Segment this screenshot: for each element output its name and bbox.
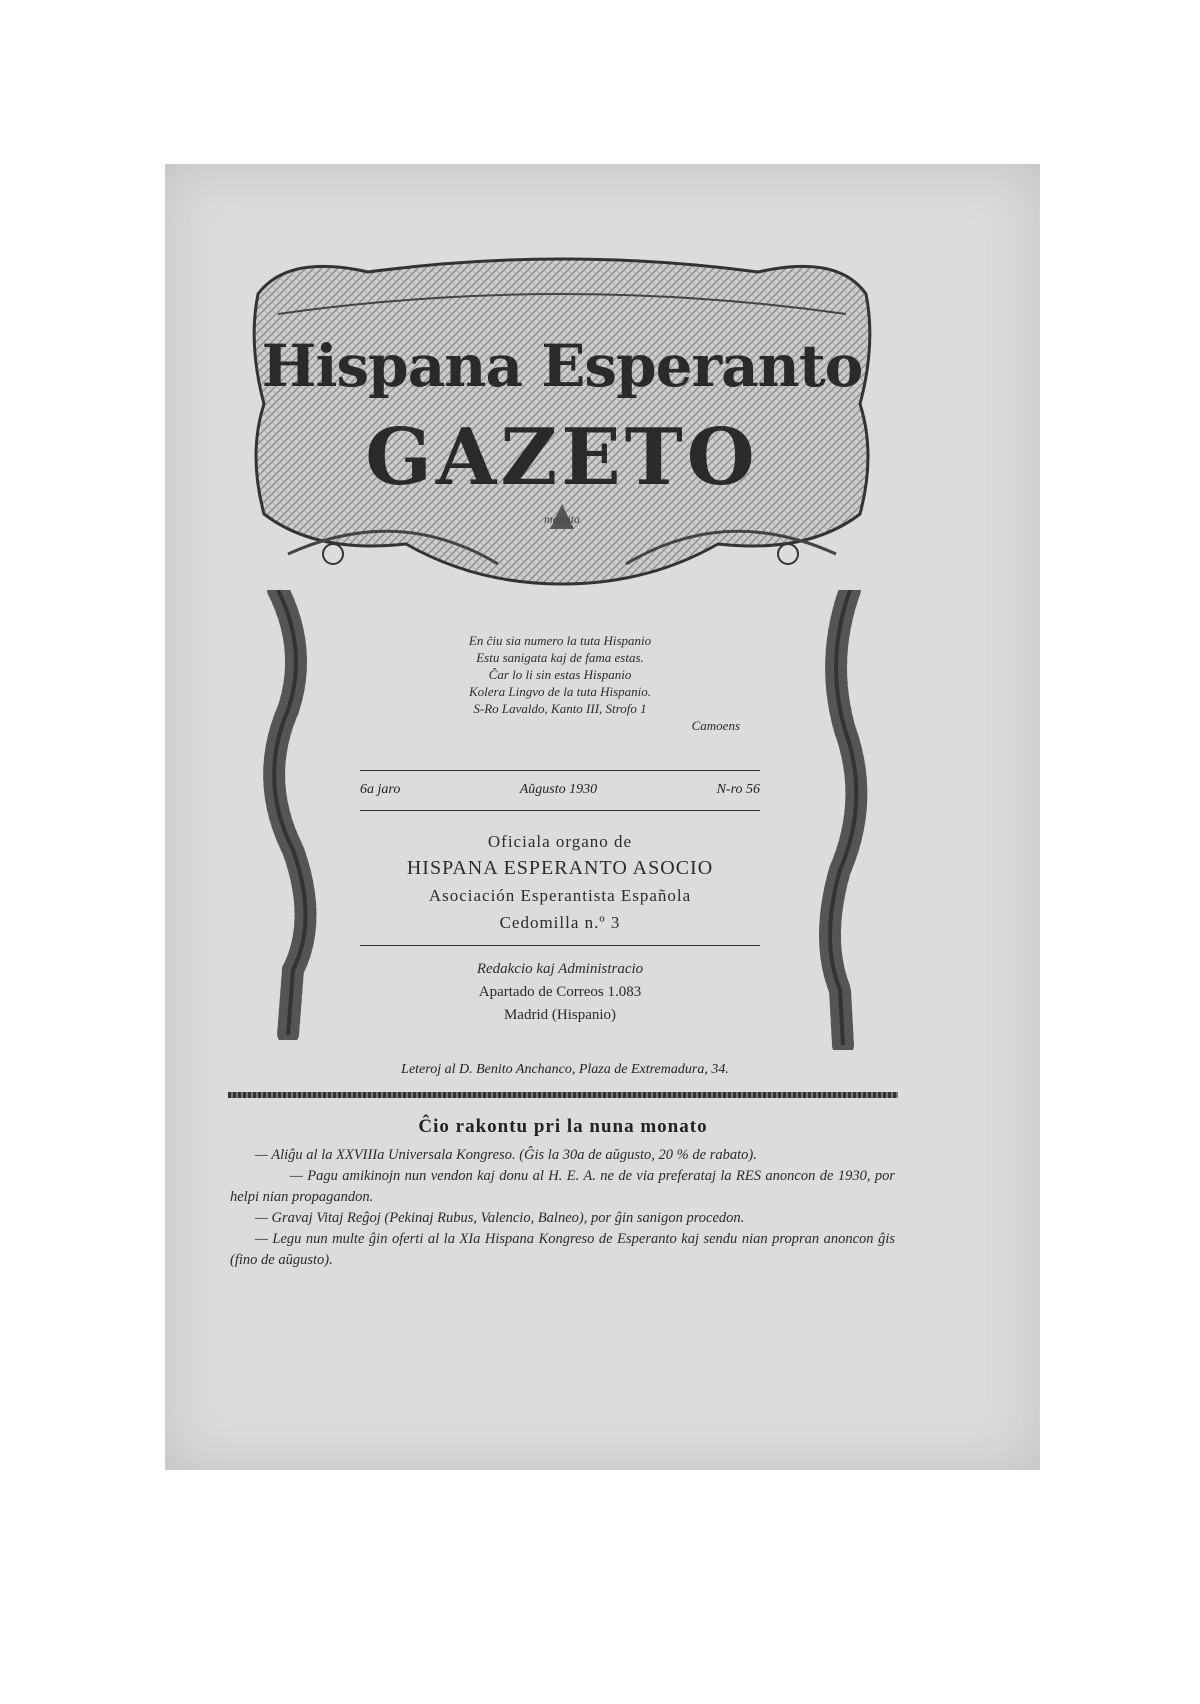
admin-address-line: Apartado de Correos 1.083 [478, 984, 642, 1000]
motto-line: En ĉiu sia numero la tuta Hispanio [468, 633, 652, 648]
left-garland-ornament [248, 590, 338, 1040]
letters-address: Leteroj al D. Benito Anchanco, Plaza de Extremadura, 34. [401, 1062, 729, 1077]
org-line: Asociación Esperantista Española [428, 886, 692, 905]
motto-line: S-Ro Lavaldo, Kanto III, Strofo 1 [473, 701, 647, 716]
org-name: HISPANA ESPERANTO ASOCIO [406, 857, 714, 879]
divider [360, 770, 760, 771]
motto-verse [360, 632, 760, 734]
administration-block [360, 958, 760, 1027]
banner-text [248, 254, 876, 594]
magazine-title-line1: Hispana Esperanto [261, 332, 863, 400]
motto-line: Ĉar lo li sin estas Hispanio [488, 667, 632, 682]
motto-line: Kolera Lingvo de la tuta Hispanio. [469, 684, 651, 699]
divider [360, 810, 760, 811]
article-paragraph: — Gravaj Vitaj Reĝoj (Pekinaj Rubus, Valencio, Balneo), por ĝin sanigon procedon. [255, 1210, 745, 1226]
org-line: Oficiala organo de [487, 832, 633, 851]
divider [360, 945, 760, 946]
ornamental-rule [228, 1092, 898, 1098]
motto-line: Estu sanigata kaj de fama estas. [476, 650, 644, 665]
magazine-subtitle: monata [544, 512, 580, 526]
magazine-title-line2: GAZETO [365, 412, 759, 503]
right-garland-ornament [795, 590, 885, 1050]
org-line: Cedomilla n.º 3 [499, 913, 621, 932]
issue-year: 6a jaro [360, 782, 401, 797]
article-paragraph: — Legu nun multe ĝin oferti al la XIa Hispana Kongreso de Esperanto kaj sendu nian propran anoncon ĝis (fino de aŭgusto). [230, 1231, 895, 1268]
article-paragraph: — Pagu amikinojn nun vendon kaj donu al H. E. A. ne de via preferataj la RES anoncon de 1930, por helpi nian propagandon. [230, 1168, 895, 1205]
issue-date: Aŭgusto 1930 [519, 782, 598, 797]
article-paragraph: — Aliĝu al la XXVIIIa Universala Kongreso. (Ĝis la 30a de aŭgusto, 20 % de rabato). [255, 1147, 757, 1163]
issue-info-row [360, 782, 760, 798]
admin-address-line: Madrid (Hispanio) [503, 1007, 617, 1023]
organization-block [360, 828, 760, 936]
admin-label: Redakcio kaj Administracio [476, 961, 644, 977]
article-body [230, 1145, 895, 1271]
issue-number: N-ro 56 [716, 782, 760, 797]
article-heading: Ĉio rakontu pri la nuna monato [418, 1116, 708, 1137]
motto-attribution: Camoens [691, 718, 740, 733]
